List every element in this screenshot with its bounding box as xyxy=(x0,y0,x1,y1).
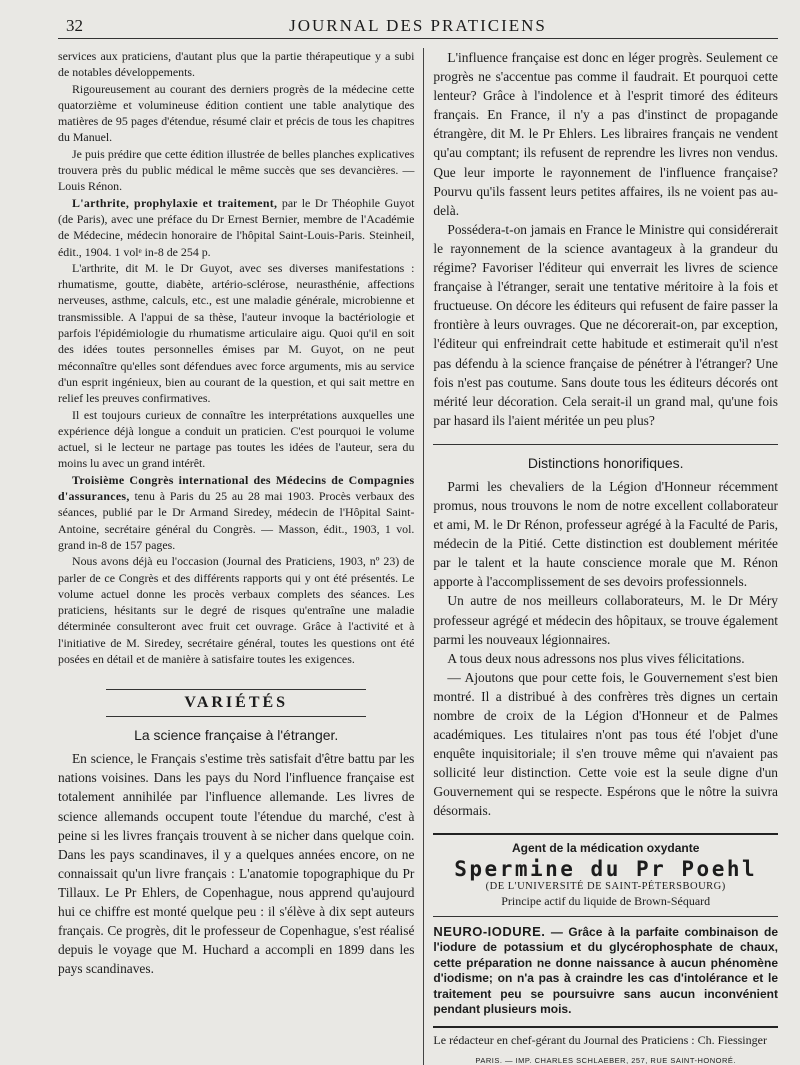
right-paragraph-1: L'influence française est donc en léger progrès. Seulement ce progrès ne s'accentue pas comme il faudrait. Et pourquoi cette lenteur? Grâce à l'indolence et à l'esprit timoré des éditeurs français. En France, il n'y a pas d'instinct de propagande étrangère, dit M. le Pr Ehlers. Les libraires français ne vendent qu'au comptant; ils refusent de reprendre les livres non vendus. Que leur importe le rayonnement de l'influence française? Pourvu qu'ils fassent leurs petites affaires, ils ne voient pas au-delà. xyxy=(433,50,778,218)
left-paragraph-7: En science, le Français s'estime très satisfait d'être battu par les nations voisines. Dans les pays du Nord l'influence française est totalement annihilée par l'influence allemande. Les livres de science allemands occupent toute l'étendue du marché, c'est à peine si les livres français trouvent à se nicher dans quelque coin. Dans les pays scandinaves, il y a quelques années encore, on ne connaissait qu'un livre français : L'anatomie topographique du Pr Tillaux. Le Pr Ehlers, de Copenhague, nous apprend qu'aujourd hui ce chiffre est monté quelque peu : il s'élève à dix sept auteurs français. Ce progrès, dit le professeur de Copenhague, s'est réalisé depuis le voyage que M. Huchard a accompli en 1899 dans les pays scandinaves. xyxy=(58,751,415,977)
ad-agent-line: Agent de la médication oxydante xyxy=(512,840,700,855)
page-header xyxy=(58,12,778,39)
ad-divider xyxy=(433,916,778,917)
advertisement xyxy=(433,833,778,1065)
distinctions-rule xyxy=(433,444,778,445)
right-paragraph-3: Parmi les chevaliers de la Légion d'Honneur récemment promus, nous trouvons le nom de notre excellent collaborateur et ami, M. le Dr Rénon, professeur agrégé à la Faculté de Paris, médecin de la Pitié. Cette distinction est doublement méritée par le talent et la haute conscience morale que M. Rénon apporte à l'accomplissement de ses devoirs professionnels. xyxy=(433,478,778,590)
left-paragraph-6: Nous avons déjà eu l'occasion (Journal des Praticiens, 1903, nº 23) de parler de ce Congrès et des différents rapports qui y ont été présentés. Le volume actuel donne les procès verbaux complets des séances. Les praticiens, hésitants sur le degré de risques qu'entraîne une maladie déterminée consulteront avec fruit cet ouvrage. Grâce à l'activité et à l'initiative de M. Siredey, secrétaire général, toutes les questions ont été posées en détail et de manière à satisfaire toutes les exigences. xyxy=(58,554,415,666)
footer-divider xyxy=(433,1026,778,1028)
ad-university-line: (DE L'UNIVERSITÉ DE SAINT-PÉTERSBOURG) xyxy=(485,880,726,892)
review-congres xyxy=(58,472,414,553)
left-paragraph-2: Rigoureusement au courant des derniers progrès de la médecine cette quatorzième et volumineuse édition contient une table analytique des matières de 95 pages d'étendue, résumé clair et précis de tous les chapitres du Manuel. xyxy=(58,81,415,145)
review-arthrite-title: L'arthrite, prophylaxie et traitement, xyxy=(72,195,278,210)
section-title-science: La science française à l'étranger. xyxy=(134,727,339,744)
printer-line: PARIS. — IMP. CHARLES SCHLAEBER, 257, RUE SAINT-HONORÉ. xyxy=(475,1055,737,1065)
ad-neuro-iodure-name: NEURO-IODURE. xyxy=(433,923,546,939)
left-paragraph-5: Il est toujours curieux de connaître les interprétations auxquelles une expérience déjà longue a conduit un praticien. C'est pourquoi le volume actuel, si le lecteur ne partage pas toutes les idées de l'auteur, sera du moins lu avec un grand intérêt. xyxy=(58,407,415,471)
ad-principle-line: Principe actif du liquide de Brown-Séquard xyxy=(501,893,711,908)
right-paragraph-4: Un autre de nos meilleurs collaborateurs, M. le Dr Méry professeur agrégé et médecin des hôpitaux, se trouve également parmi les nouveaux légionnaires. xyxy=(433,593,778,647)
section-title-distinctions: Distinctions honorifiques. xyxy=(527,454,684,471)
left-paragraph-4: L'arthrite, dit M. le Dr Guyot, avec ses diverses manifestations : rhumatisme, goutte, diabète, artério-sclérose, neurasthénie, affections nerveuses, asthme, calculs, etc., est une maladie générale, microbienne et transmissible. A l'appui de sa thèse, l'auteur invoque la bactériologie et parfois l'épidémiologie du rhumatisme articulaire aigu. Quoi qu'il en soit des idées toutes personnelles émises par M. Guyot, on ne peut méconnaître qu'elles sont défendues avec force arguments, mis au service d'un esprit ingénieux, bien au courant de la question, et qui sait mettre en relief les preuves confirmatives. xyxy=(58,260,415,406)
varietes-bottom-rule xyxy=(106,716,366,717)
ad-neuro-iodure xyxy=(433,924,778,1018)
ad-neuro-iodure-text: — Grâce à la parfaite combinaison de l'iodure de potassium et du glycérophosphate de chaux, cette préparation ne donne naissance à aucun phénomène d'iodisme; on n'a pas à craindre les cas d'intolérance et le traitement peu se poursuivre sans aucun inconvénient pendant plusieurs mois. xyxy=(433,924,778,1017)
right-paragraph-2: Possédera-t-on jamais en France le Ministre qui considérerait le rayonnement de la science avantageux à la grandeur du régime? Favoriser l'éditeur qui enverrait les livres de science française à l'étranger, serait une tentative méritoire à la fois et fructueuse. On décore les éditeurs qui refusent de faire passer la frontière à leurs ouvrages. Que ne décorerait-on, par exception, l'éditeur qui enfreindrait cette habitude et estimerait qu'il n'est pas défendu à la science française de pénétrer à l'étranger? Une fois n'est pas coutume. Sans doute tous les éditeurs décorés ont mérité leur décoration. Cela serait-il un grand mal, qu'une fois par hasard ils l'aient méritée un peu plus? xyxy=(433,221,778,428)
varietes-heading: VARIÉTÉS xyxy=(184,694,289,712)
editor-line: Le rédacteur en chef-gérant du Journal des Praticiens : Ch. Fiessinger xyxy=(433,1032,767,1047)
right-paragraph-6: — Ajoutons que pour cette fois, le Gouvernement s'est bien montré. Il a distribué à des confrères très dignes un certain nombre de croix de la Légion d'Honneur et de Palmes académiques. Les titulaires n'ont pas tous été l'objet d'une enquête inquisitoriale; il s'en trouve même qui n'avaient pas sollicité leur distinction. Cette voie est la seule digne d'un Gouvernement qui se respecte. Espérons que le nôtre la suivra désormais. xyxy=(433,669,778,819)
right-paragraph-5: A tous deux nous adressons nos plus vives félicitations. xyxy=(447,650,745,666)
left-column xyxy=(58,48,423,1065)
ad-product-name: Spermine du Pr Poehl xyxy=(454,856,758,881)
review-arthrite-details: par le Dr Théophile Guyot (de Paris), avec une préface du Dr Ernest Bernier, membre de l'Académie de Médecine, médecin honoraire de l'hôpital Saint-Louis-Paris. Steinheil, édit., 1904. 1 volᵉ in-8 de 254 p. xyxy=(58,195,415,259)
review-arthrite xyxy=(58,195,414,260)
journal-title: JOURNAL DES PRATICIENS xyxy=(289,16,547,35)
left-paragraph-1: services aux praticiens, d'autant plus que la partie thérapeutique y a subi de notables développements. xyxy=(58,49,415,80)
left-paragraph-3: Je puis prédire que cette édition illustrée de belles planches explicatives trouvera près du public médical le même succès que ses devancières. — Louis Rénon. xyxy=(58,146,415,194)
right-column xyxy=(423,48,778,1065)
review-congres-details: tenu à Paris du 25 au 28 mai 1903. Procès verbaux des séances, publié par le Dr Armand Siredey, médecin de l'Hôpital Saint-Antoine, secrétaire général du Congrès. — Masson, édit., 1903, 1 vol. grand in-8 de 157 pages. xyxy=(58,489,415,552)
varietes-top-rule xyxy=(106,689,366,690)
page-number: 32 xyxy=(66,16,83,35)
review-congres-title: Troisième Congrès international des Médecins de Compagnies d'assurances, xyxy=(58,472,415,504)
